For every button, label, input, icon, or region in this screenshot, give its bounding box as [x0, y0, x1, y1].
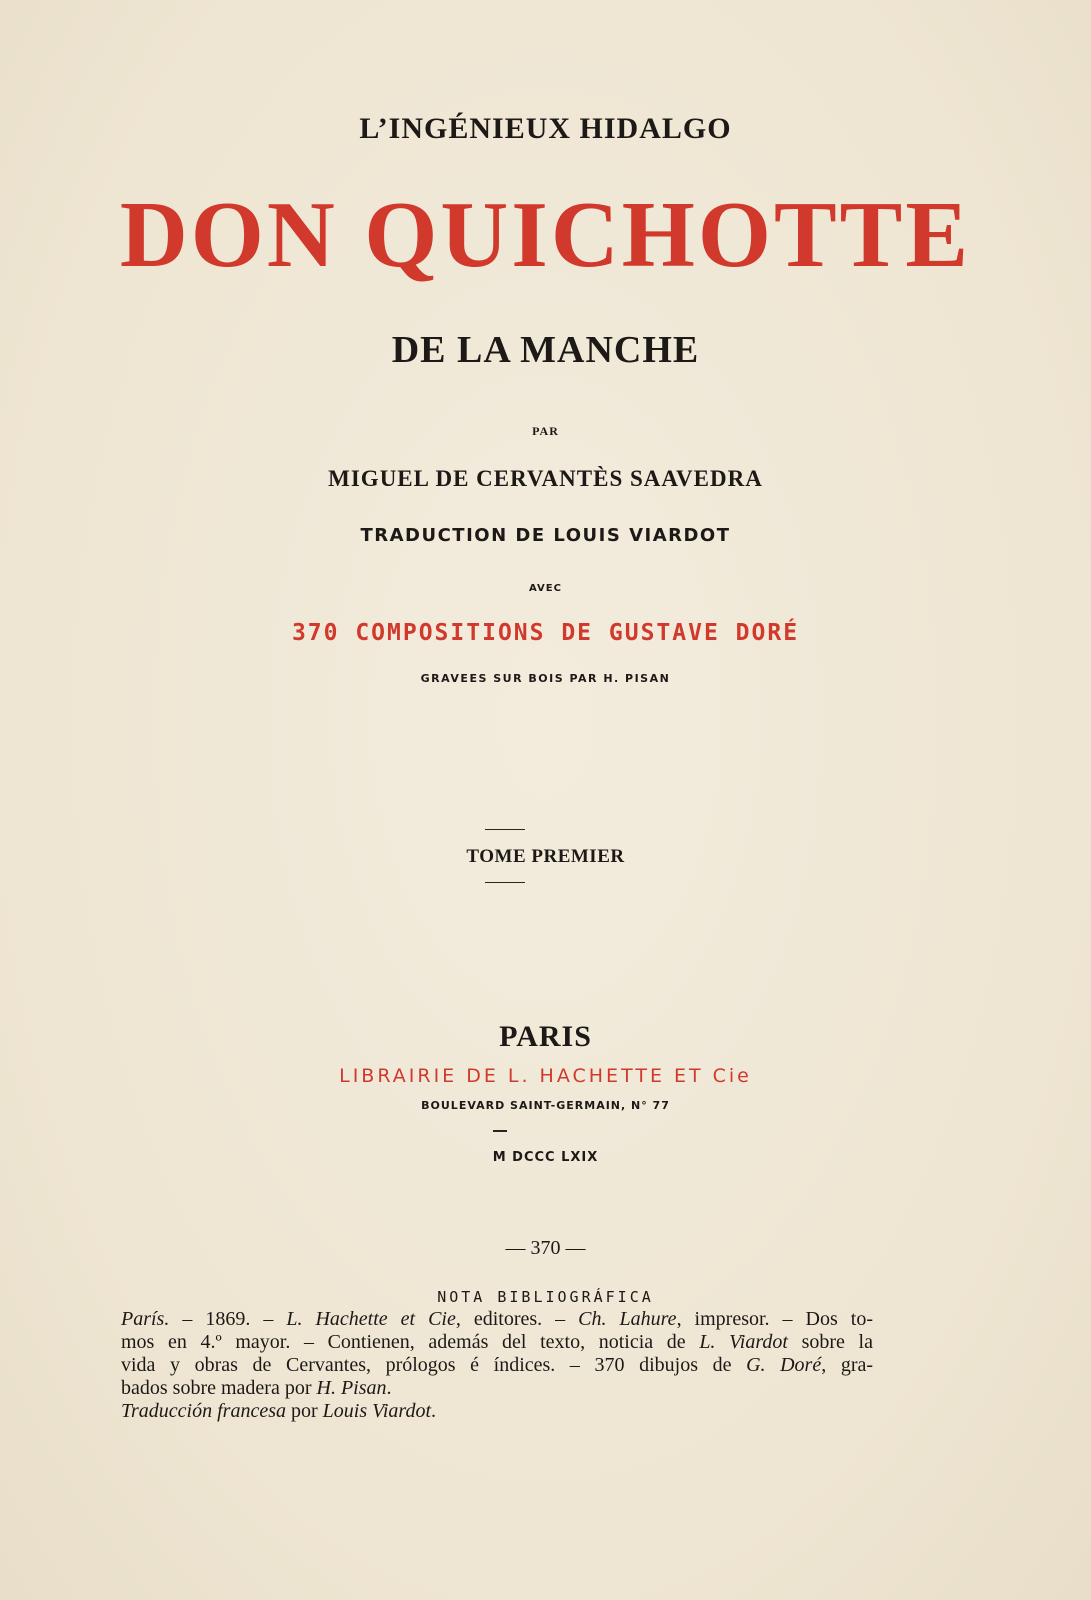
note-text: , impresor. – Dos to- [676, 1308, 873, 1330]
note-text: Traducción francesa [121, 1400, 286, 1422]
note-text: . [431, 1400, 437, 1422]
note-text: , gra- [821, 1354, 874, 1376]
divider-top [485, 829, 525, 830]
note-heading: NOTA BIBLIOGRÁFICA [437, 1288, 654, 1306]
main-title: DON QUICHOTTE [119, 183, 972, 287]
bibliographic-note [121, 1308, 873, 1423]
avec-label: AVEC [529, 583, 562, 594]
note-text: L. Viardot [699, 1331, 788, 1353]
subtitle-top: L’INGÉNIEUX HIDALGO [359, 112, 732, 145]
note-text: Louis Viardot [322, 1400, 432, 1422]
imprint-publisher: LIBRAIRIE DE L. HACHETTE ET Cie [339, 1065, 752, 1087]
note-text: . [386, 1377, 392, 1399]
catalog-number: — 370 — [505, 1237, 586, 1259]
imprint-address: BOULEVARD SAINT-GERMAIN, N° 77 [421, 1099, 670, 1112]
note-text: H. Pisan [316, 1377, 387, 1399]
note-line [121, 1400, 873, 1423]
note-line [121, 1377, 873, 1400]
divider-bottom [485, 882, 525, 883]
note-text: por [286, 1400, 323, 1422]
note-line [121, 1331, 873, 1354]
subtitle-bottom: DE LA MANCHE [391, 329, 700, 371]
note-text: – 1869. – [169, 1308, 287, 1330]
engravers-credit: GRAVEES SUR BOIS PAR H. PISAN [420, 672, 671, 685]
note-text: París. [121, 1308, 170, 1330]
imprint-year: M DCCC LXIX [492, 1150, 599, 1165]
note-line [121, 1308, 873, 1331]
illustrations-credit: 370 COMPOSITIONS DE GUSTAVE DORÉ [291, 620, 800, 646]
volume-label: TOME PREMIER [466, 846, 625, 867]
note-line [121, 1354, 873, 1377]
imprint-divider [493, 1130, 507, 1132]
note-text: , editores. – [455, 1308, 579, 1330]
note-text: Ch. Lahure [578, 1308, 677, 1330]
imprint-city: PARIS [499, 1020, 592, 1053]
note-text: G. Doré [746, 1354, 822, 1376]
author-name: MIGUEL DE CERVANTÈS SAAVEDRA [328, 466, 763, 491]
note-text: L. Hachette et Cie [286, 1308, 456, 1330]
par-label: PAR [532, 424, 559, 438]
note-text: bados sobre madera por [121, 1377, 317, 1399]
note-text: mos en 4.º mayor. – Contienen, además del texto, noticia de [121, 1331, 700, 1353]
translation-credit: TRADUCTION DE LOUIS VIARDOT [360, 525, 731, 546]
note-text: vida y obras de Cervantes, prólogos é índices. – 370 dibujos de [121, 1354, 747, 1376]
note-text: sobre la [787, 1331, 873, 1353]
